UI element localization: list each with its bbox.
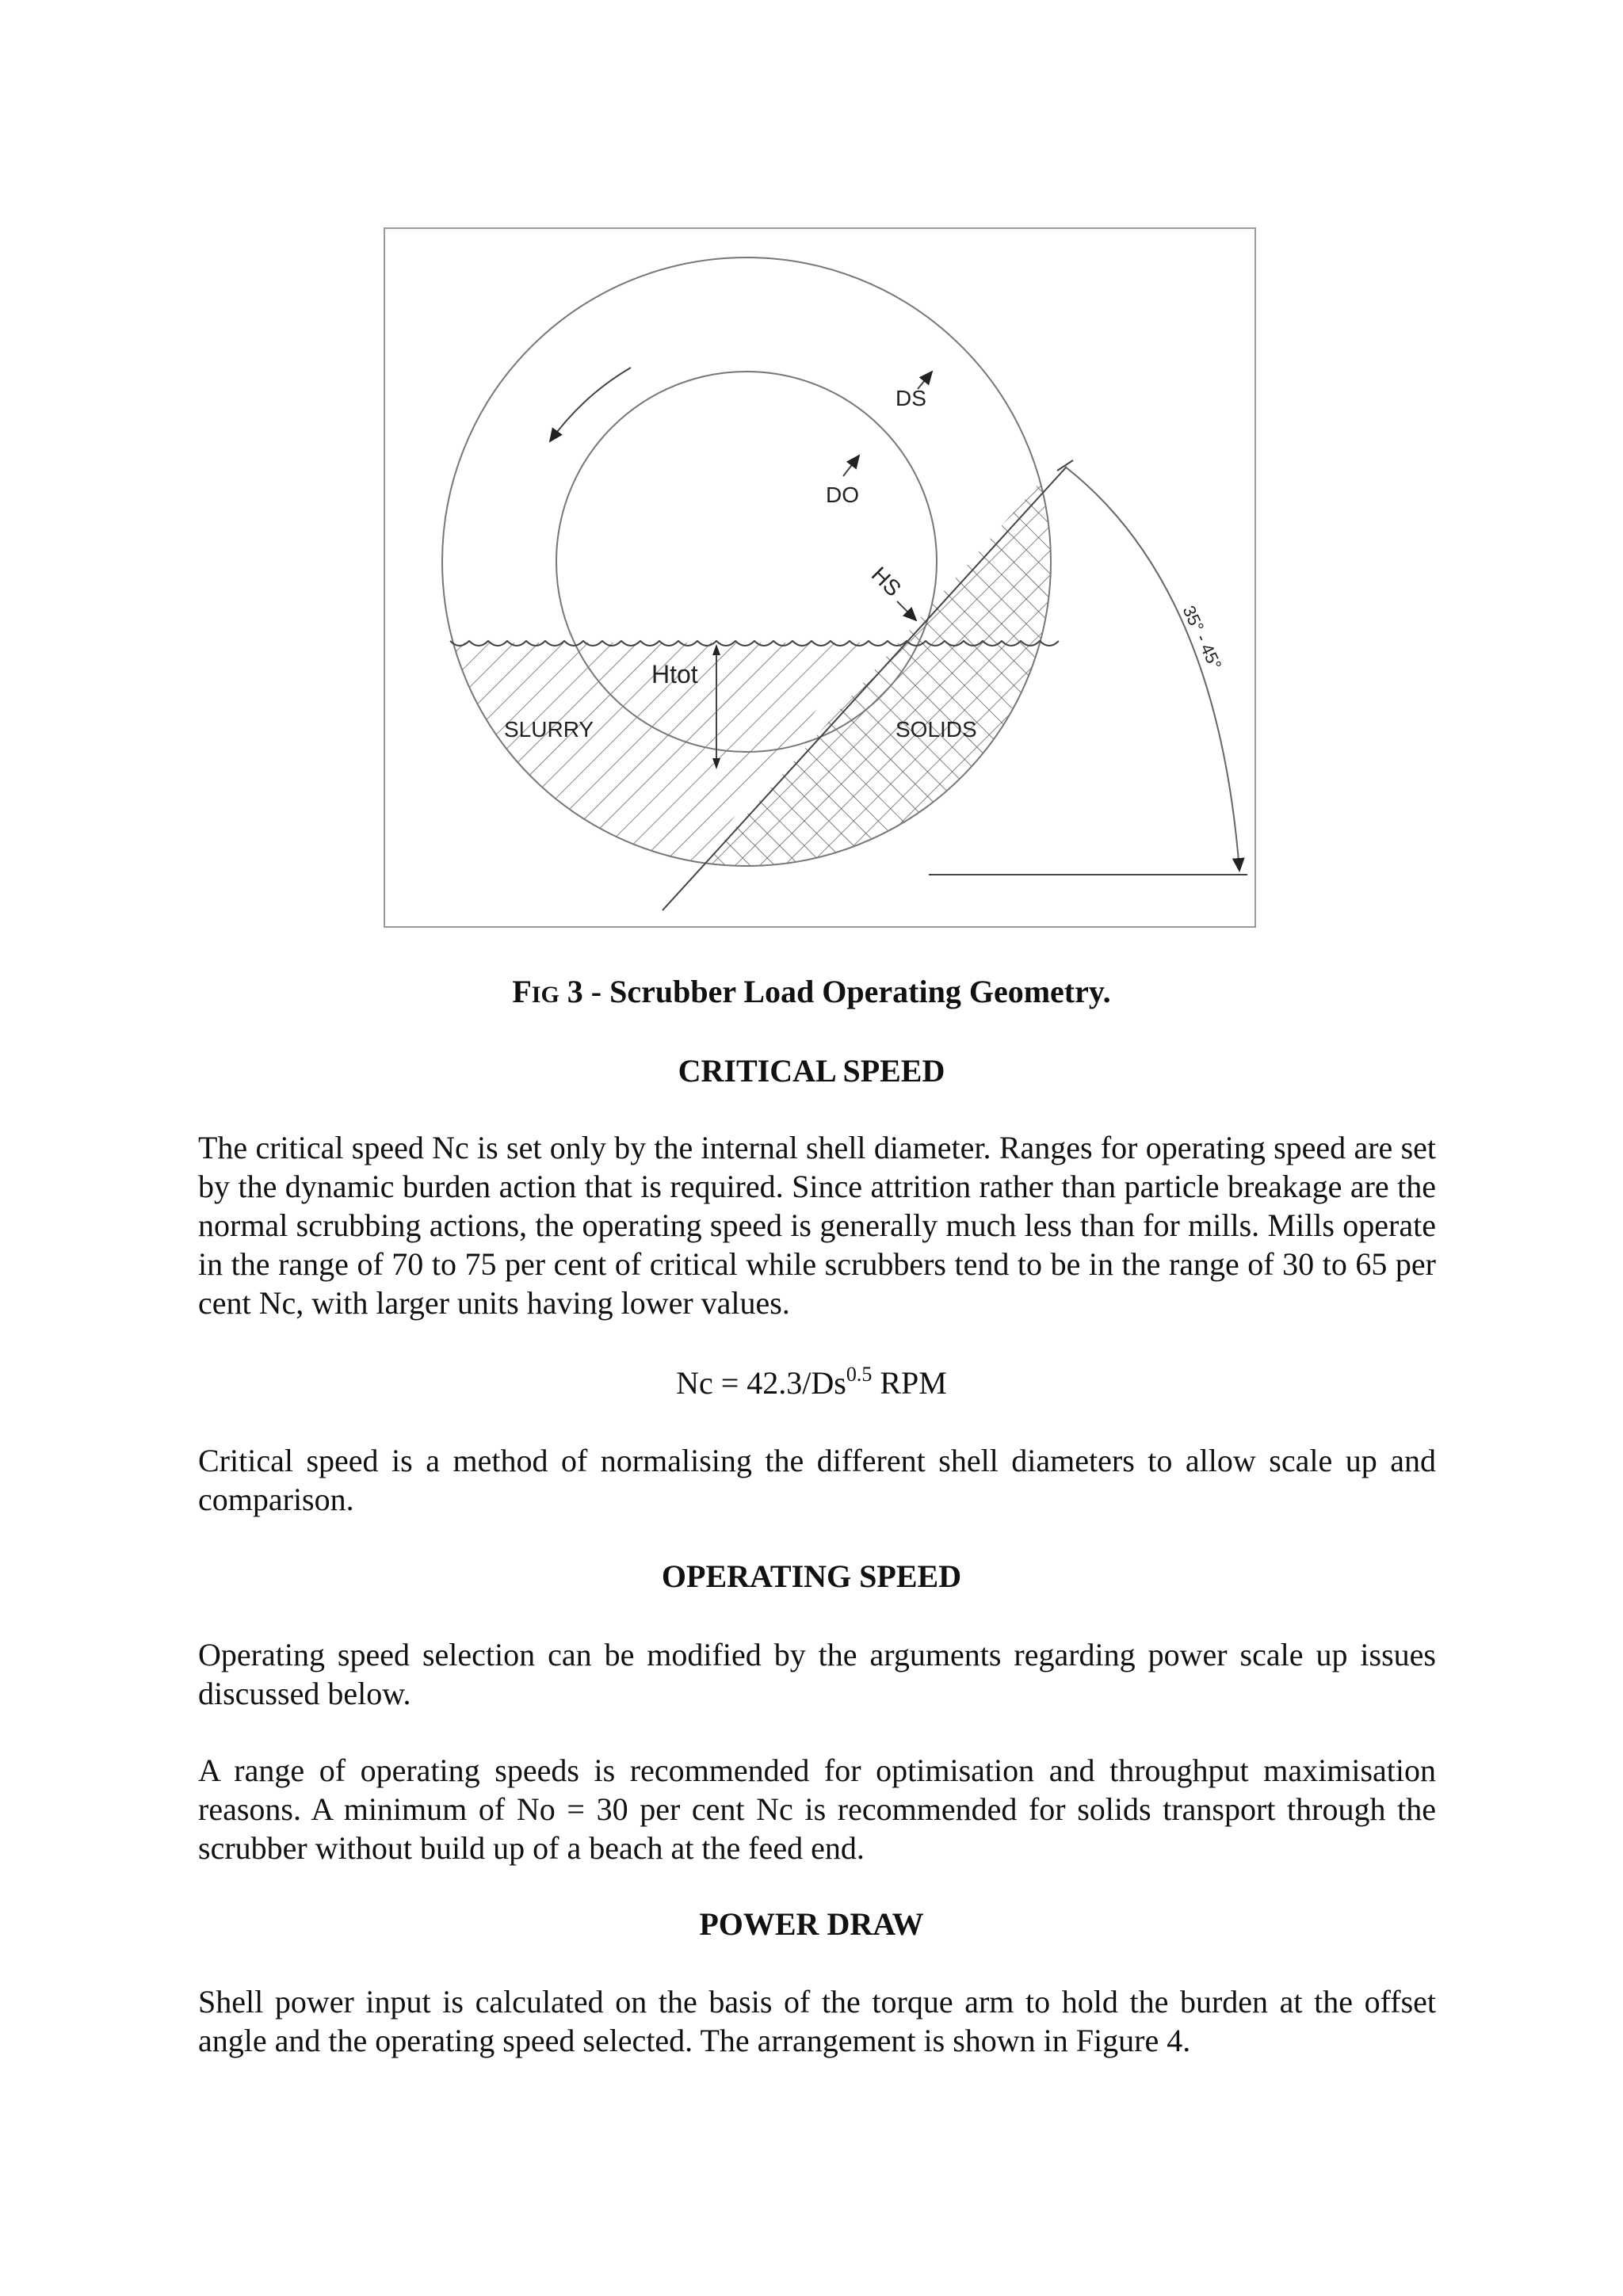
caption-ig: IG — [531, 982, 559, 1008]
hs-dimension-arrow — [897, 601, 916, 620]
label-do: DO — [826, 482, 859, 507]
equation-exponent: 0.5 — [846, 1363, 873, 1386]
heading-operating-speed: OPERATING SPEED — [661, 1558, 962, 1594]
do-leader-arrow — [843, 456, 859, 476]
label-htot: Htot — [651, 660, 698, 688]
label-slurry: SLURRY — [504, 717, 594, 742]
paragraph-operating-speed-1: Operating speed selection can be modified by the arguments regarding power scale up issues discussed below. — [198, 1637, 1436, 1711]
heading-critical-speed: CRITICAL SPEED — [678, 1053, 945, 1089]
paragraph-operating-speed-2: A range of operating speeds is recommended for optimisation and throughput maximisation reasons. A minimum of No = 30 per cent Nc is recommended for solids transport through the scrubber without build up of a beach at the feed end. — [198, 1753, 1436, 1866]
caption-f: F — [512, 974, 532, 1009]
label-hs: HS — [866, 562, 907, 601]
figure-caption — [0, 973, 1623, 1010]
scrubber-geometry-diagram — [385, 229, 1258, 929]
paragraph-critical-speed-1: The critical speed Nc is set only by the internal shell diameter. Ranges for operating speed are set by the dynamic burden action that is required. Since attrition rather than particle breakage are the normal scrubbing actions, the operating speed is generally much less than for mills. Mills operate in the range of 70 to 75 per cent of critical while scrubbers tend to be in the range of 30 to 65 per cent Nc, with larger units having lower values. — [198, 1130, 1436, 1321]
paragraph-power-draw: Shell power input is calculated on the basis of the torque arm to hold the burden at the offset angle and the operating speed selected. The arrangement is shown in Figure 4. — [198, 1984, 1436, 2058]
label-angle-range: 35° - 45° — [1178, 602, 1226, 673]
label-solids: SOLIDS — [896, 717, 977, 742]
paragraph-critical-speed-2: Critical speed is a method of normalising the different shell diameters to allow scale up and comparison. — [198, 1443, 1436, 1517]
caption-text: 3 - Scrubber Load Operating Geometry. — [559, 974, 1111, 1009]
figure-frame — [384, 227, 1256, 928]
equation-main: Nc = 42.3/Ds — [676, 1365, 846, 1401]
heading-power-draw: POWER DRAW — [699, 1906, 924, 1942]
label-ds: DS — [896, 386, 926, 410]
rotation-arrow-icon — [550, 368, 631, 441]
equation-unit: RPM — [872, 1365, 947, 1401]
critical-speed-equation — [0, 1364, 1623, 1402]
